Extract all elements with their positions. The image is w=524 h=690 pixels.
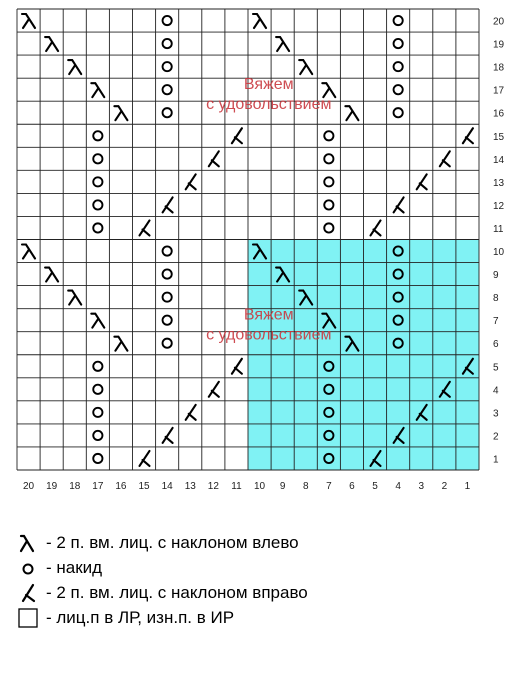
row-label: 16 — [493, 108, 505, 120]
column-label: 9 — [279, 481, 286, 492]
column-label: 15 — [138, 481, 150, 492]
k2tog-right-icon — [140, 220, 150, 235]
knit-square-icon — [18, 608, 38, 628]
row-label: 4 — [493, 385, 499, 397]
yarn-over-icon — [324, 200, 333, 209]
legend-label: - 2 п. вм. лиц. с наклоном влево — [46, 533, 299, 552]
legend-label: - 2 п. вм. лиц. с наклоном вправо — [46, 583, 308, 602]
row-label: 2 — [493, 431, 499, 443]
yarn-over-icon — [163, 246, 172, 255]
row-label: 3 — [493, 408, 499, 420]
k2tog-left-icon — [18, 533, 38, 553]
legend — [18, 532, 518, 632]
yarn-over-icon — [324, 131, 333, 140]
column-label: 11 — [231, 481, 242, 492]
k2tog-left-icon — [45, 37, 58, 51]
yarn-over-icon — [163, 316, 172, 325]
k2tog-left-icon — [345, 106, 358, 120]
legend-item-k2tog-right — [18, 582, 518, 606]
yarn-over-icon — [93, 431, 102, 440]
k2tog-left-icon — [91, 83, 104, 97]
k2tog-left-icon — [114, 337, 127, 351]
column-label: 10 — [253, 481, 266, 492]
k2tog-right-icon — [232, 359, 242, 374]
row-label: 5 — [493, 362, 499, 374]
watermark-text: Вяжем — [243, 76, 294, 94]
yarn-over-icon — [163, 85, 172, 94]
yarn-over-icon — [93, 131, 102, 140]
yarn-over-icon — [394, 85, 403, 94]
k2tog-left-icon — [114, 106, 127, 120]
yarn-over-icon — [163, 108, 172, 117]
yarn-over-icon — [394, 16, 403, 25]
legend-label: - накид — [46, 558, 103, 577]
column-label: 6 — [349, 481, 355, 492]
column-label: 18 — [69, 481, 81, 492]
k2tog-left-icon — [299, 60, 312, 74]
k2tog-left-icon — [45, 268, 58, 282]
yarn-over-icon — [394, 108, 403, 117]
yarn-over-icon — [394, 39, 403, 48]
k2tog-left-icon — [91, 314, 104, 328]
k2tog-left-icon — [68, 60, 81, 74]
k2tog-right-icon — [163, 197, 173, 212]
watermark-text: Вяжем — [243, 306, 294, 324]
column-label: 17 — [92, 481, 104, 492]
k2tog-right-icon — [417, 174, 427, 189]
k2tog-left-icon — [253, 14, 266, 28]
yarn-over-icon — [163, 293, 172, 302]
watermark-text: с удовольствием — [206, 96, 332, 114]
row-label: 17 — [493, 85, 505, 97]
row-label: 14 — [493, 154, 505, 166]
legend-item-k2tog-left — [18, 532, 518, 556]
k2tog-right-icon — [209, 151, 219, 166]
yarn-over-icon — [93, 177, 102, 186]
k2tog-right-icon — [18, 583, 38, 603]
row-label: 10 — [493, 247, 505, 259]
row-label: 11 — [493, 223, 504, 235]
row-label: 8 — [493, 293, 499, 305]
yarn-over-icon — [163, 62, 172, 71]
row-label: 1 — [493, 454, 499, 466]
column-label: 3 — [418, 481, 425, 492]
column-label: 4 — [395, 481, 401, 492]
yarn-over-icon — [163, 269, 172, 278]
column-label: 8 — [302, 481, 309, 492]
yarn-over-icon — [93, 385, 102, 394]
row-label: 9 — [493, 270, 499, 282]
watermark-text: с удовольствием — [206, 326, 332, 344]
k2tog-right-icon — [371, 220, 381, 235]
yarn-over-icon — [93, 408, 102, 417]
legend-item-knit-square — [18, 607, 518, 631]
yarn-over-icon — [93, 362, 102, 371]
k2tog-left-icon — [22, 245, 35, 259]
column-label: 19 — [46, 481, 58, 492]
yarn-over-icon — [18, 558, 38, 578]
row-label: 7 — [493, 316, 499, 328]
k2tog-right-icon — [209, 382, 219, 397]
yarn-over-icon — [163, 16, 172, 25]
yarn-over-icon — [163, 339, 172, 348]
yarn-over-icon — [93, 200, 102, 209]
row-label: 18 — [493, 62, 505, 74]
row-label: 15 — [493, 131, 505, 143]
yarn-over-icon — [93, 223, 102, 232]
column-label: 12 — [207, 481, 219, 492]
k2tog-left-icon — [322, 83, 335, 97]
k2tog-right-icon — [186, 405, 196, 420]
column-label: 20 — [22, 481, 35, 492]
row-label: 12 — [493, 200, 505, 212]
yarn-over-icon — [324, 154, 333, 163]
row-label: 19 — [493, 39, 505, 51]
k2tog-right-icon — [186, 174, 196, 189]
column-label: 5 — [372, 481, 378, 492]
row-label: 20 — [493, 16, 505, 28]
yarn-over-icon — [93, 454, 102, 463]
column-label: 7 — [326, 481, 332, 492]
k2tog-right-icon — [394, 197, 404, 212]
legend-item-yarn-over — [18, 557, 518, 581]
k2tog-left-icon — [22, 14, 35, 28]
k2tog-right-icon — [440, 151, 450, 166]
row-label: 13 — [493, 177, 505, 189]
yarn-over-icon — [394, 62, 403, 71]
row-label: 6 — [493, 339, 499, 351]
column-label: 16 — [115, 481, 127, 492]
k2tog-left-icon — [276, 37, 289, 51]
column-label: 14 — [161, 481, 173, 492]
yarn-over-icon — [324, 223, 333, 232]
k2tog-left-icon — [68, 291, 81, 305]
yarn-over-icon — [93, 154, 102, 163]
column-label: 2 — [441, 481, 448, 492]
yarn-over-icon — [324, 177, 333, 186]
k2tog-right-icon — [163, 428, 173, 443]
k2tog-right-icon — [463, 128, 473, 143]
k2tog-right-icon — [140, 451, 150, 466]
legend-label: - лиц.п в ЛР, изн.п. в ИР — [46, 608, 235, 627]
column-label: 1 — [464, 481, 471, 492]
k2tog-right-icon — [232, 128, 242, 143]
column-label: 13 — [184, 481, 196, 492]
yarn-over-icon — [163, 39, 172, 48]
